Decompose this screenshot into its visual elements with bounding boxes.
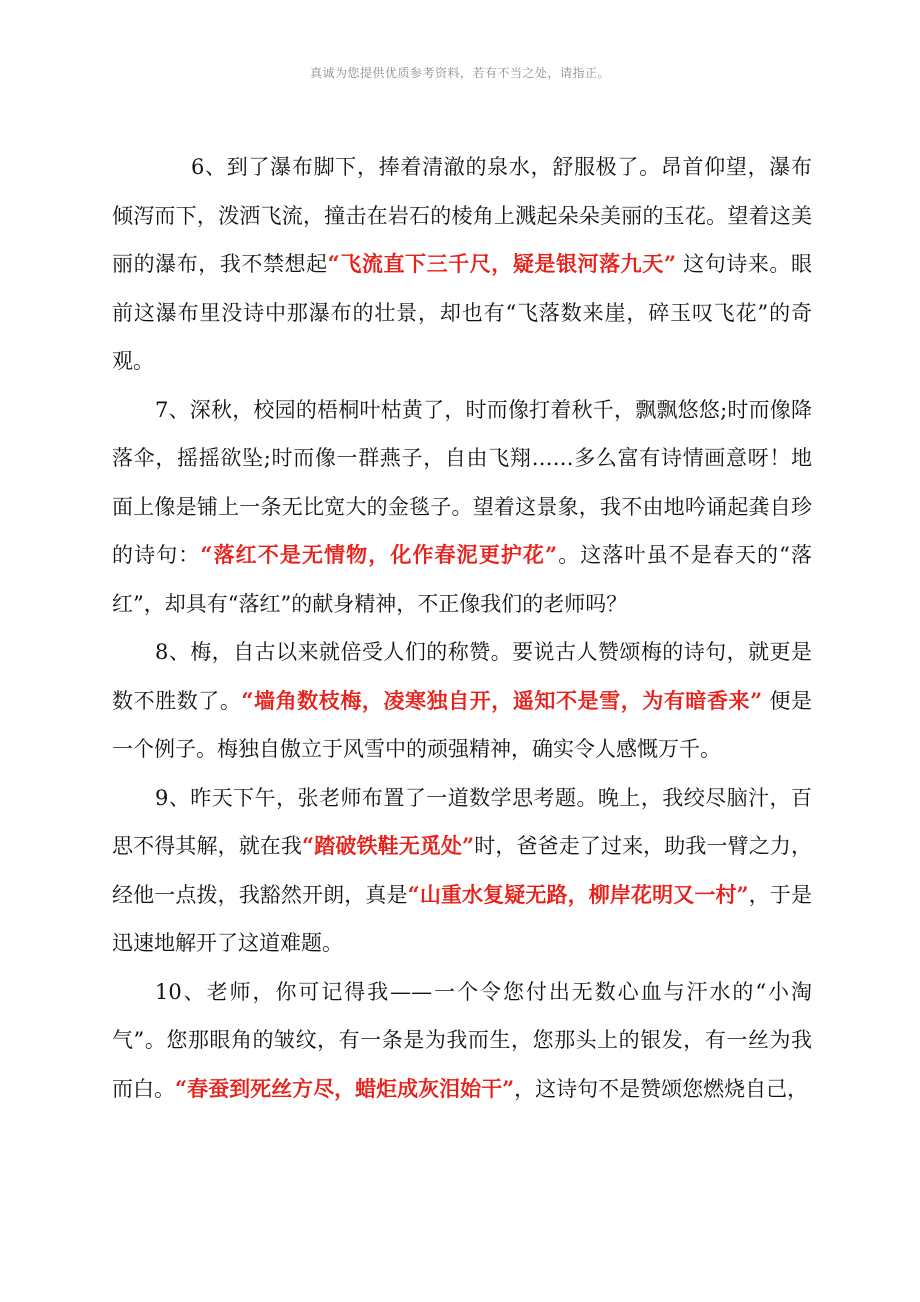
paragraph-text: 这句诗来。眼前这瀑布里没诗中那瀑布的壮景，却也有“飞落数来崖，碎玉叹飞花”的奇观。 <box>112 252 812 373</box>
paragraph-text: ，于是迅速地解开了这道难题。 <box>112 882 812 955</box>
paragraph-text: 9、昨天下午，张老师布置了一道数学思考题。晚上，我绞尽脑汁，百思不得其解，就在我 <box>112 785 812 858</box>
poem-quote: “墙角数枝梅，凌寒独自开，遥知不是雪，为有暗香来” <box>241 687 763 713</box>
paragraph-text: 时，爸爸走了过来，助我一臂之力，经他一点拨，我豁然开朗，真是 <box>112 834 812 907</box>
poem-quote: “踏破铁鞋无觅处” <box>302 833 475 858</box>
paragraph-9 <box>112 774 812 968</box>
paragraph-text: 10、老师，你可记得我——一个令您付出无数心血与汗水的“小淘气”。您那眼角的皱纹，有一条是为我而生，您那头上的银发，有一丝为我而白。 <box>112 979 812 1101</box>
poem-quote: “飞流直下三千尺，疑是银河落九天” <box>327 251 676 276</box>
paragraph-8 <box>112 628 812 774</box>
paragraph-text: ，这诗句不是赞颂您燃烧自己， <box>514 1076 809 1101</box>
paragraph-text: 6、到了瀑布脚下，捧着清澈的泉水，舒服极了。昂首仰望，瀑布倾泻而下，泼洒飞流，撞击在岩石的棱角上溅起朵朵美丽的玉花。望着这美丽的瀑布，我不禁想起 <box>112 155 812 276</box>
poem-quote: “春蚕到死丝方尽，蜡炬成灰泪始干” <box>175 1075 515 1101</box>
document-body <box>112 143 812 1113</box>
paragraph-10 <box>112 968 812 1114</box>
poem-quote: “落红不是无情物，化作春泥更护花” <box>200 542 558 567</box>
paragraph-text: 便是一个例子。梅独自傲立于风雪中的顽强精神，确实令人感慨万千。 <box>112 688 812 761</box>
page-header-note: 真诚为您提供优质参考资料，若有不当之处，请指正。 <box>309 66 610 80</box>
paragraph-7 <box>112 386 812 629</box>
paragraph-6 <box>112 143 812 386</box>
poem-quote: “山重水复疑无路，柳岸花明又一村” <box>407 881 749 907</box>
paragraph-text: 。这落叶虽不是春天的“落红”，却具有“落红”的献身精神，不正像我们的老师吗？ <box>112 543 812 616</box>
paragraph-text: 8、梅，自古以来就倍受人们的称赞。要说古人赞颂梅的诗句，就更是数不胜数了。 <box>112 640 812 713</box>
paragraph-text: 7、深秋，校园的梧桐叶枯黄了，时而像打着秋千，飘飘悠悠;时而像降落伞，摇摇欲坠;时而像一群燕子，自由飞翔……多么富有诗情画意呀！地面上像是铺上一条无比宽大的金毯子。望着这景象，我不由地吟诵起龚自珍的诗句： <box>112 397 812 567</box>
